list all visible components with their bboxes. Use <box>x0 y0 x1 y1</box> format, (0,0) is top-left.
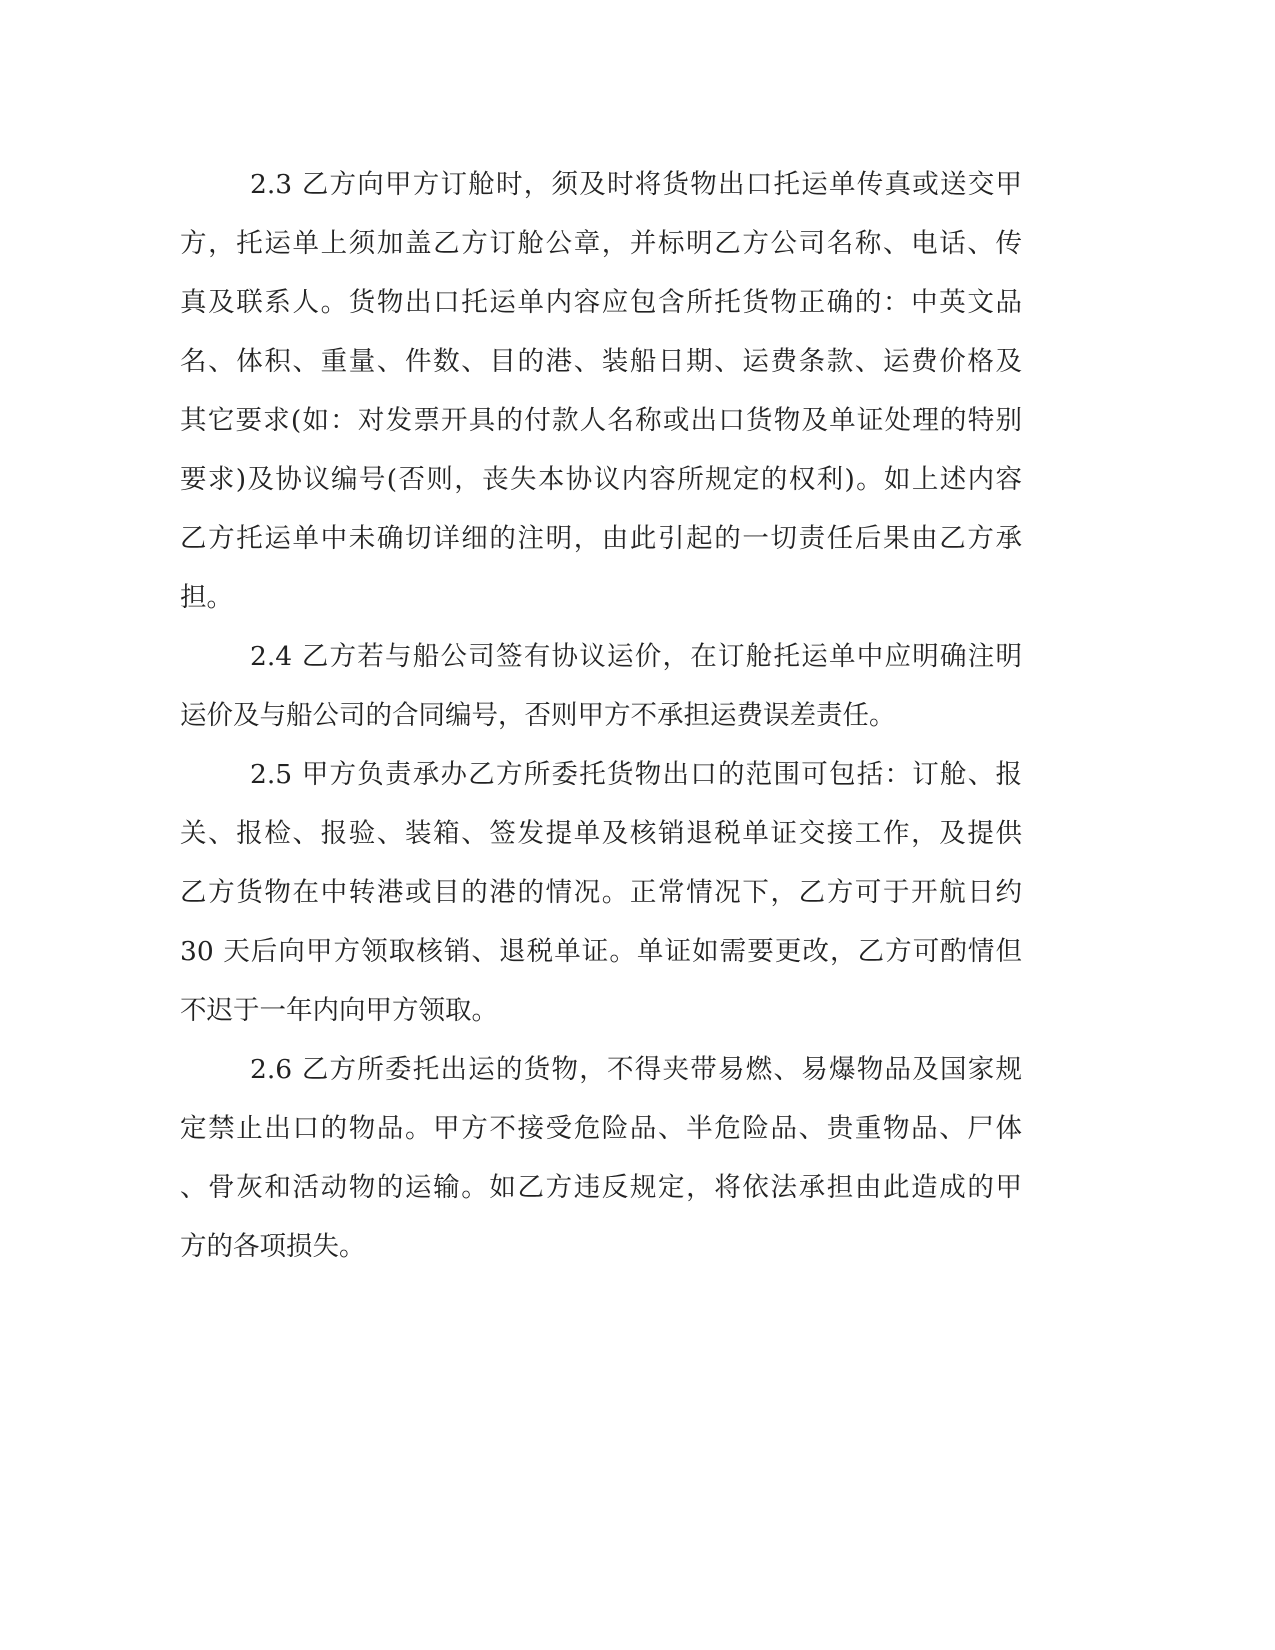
paragraph-2-5 <box>180 745 1022 1040</box>
document-body <box>180 155 1022 1276</box>
text-line: 方，托运单上须加盖乙方订舱公章，并标明乙方公司名称、电话、传 <box>180 228 1022 259</box>
text-line: 运价及与船公司的合同编号，否则甲方不承担运费误差责任。 <box>180 700 896 731</box>
text-line: 乙方货物在中转港或目的港的情况。正常情况下，乙方可于开航日约 <box>180 877 1022 908</box>
text-line: 2.3 乙方向甲方订舱时，须及时将货物出口托运单传真或送交甲 <box>250 169 1022 200</box>
text-line: 其它要求(如：对发票开具的付款人名称或出口货物及单证处理的特别 <box>180 405 1022 436</box>
paragraph-2-4 <box>180 627 1022 745</box>
text-line: 定禁止出口的物品。甲方不接受危险品、半危险品、贵重物品、尸体 <box>180 1113 1022 1144</box>
text-line: 方的各项损失。 <box>180 1231 366 1262</box>
text-line: 2.4 乙方若与船公司签有协议运价，在订舱托运单中应明确注明 <box>250 641 1022 672</box>
text-line: 、骨灰和活动物的运输。如乙方违反规定，将依法承担由此造成的甲 <box>180 1172 1022 1203</box>
text-line: 乙方托运单中未确切详细的注明，由此引起的一切责任后果由乙方承 <box>180 523 1022 554</box>
text-line: 要求)及协议编号(否则，丧失本协议内容所规定的权利)。如上述内容 <box>180 464 1022 495</box>
text-line: 2.5 甲方负责承办乙方所委托货物出口的范围可包括：订舱、报 <box>250 759 1022 790</box>
text-line: 2.6 乙方所委托出运的货物，不得夹带易燃、易爆物品及国家规 <box>250 1054 1022 1085</box>
paragraph-2-3 <box>180 155 1022 627</box>
text-line: 真及联系人。货物出口托运单内容应包含所托货物正确的：中英文品 <box>180 287 1022 318</box>
text-line: 担。 <box>180 582 233 613</box>
text-line: 不迟于一年内向甲方领取。 <box>180 995 498 1026</box>
text-line: 名、体积、重量、件数、目的港、装船日期、运费条款、运费价格及 <box>180 346 1022 377</box>
text-line: 30 天后向甲方领取核销、退税单证。单证如需要更改，乙方可酌情但 <box>180 936 1022 967</box>
paragraph-2-6 <box>180 1040 1022 1276</box>
text-line: 关、报检、报验、装箱、签发提单及核销退税单证交接工作，及提供 <box>180 818 1022 849</box>
